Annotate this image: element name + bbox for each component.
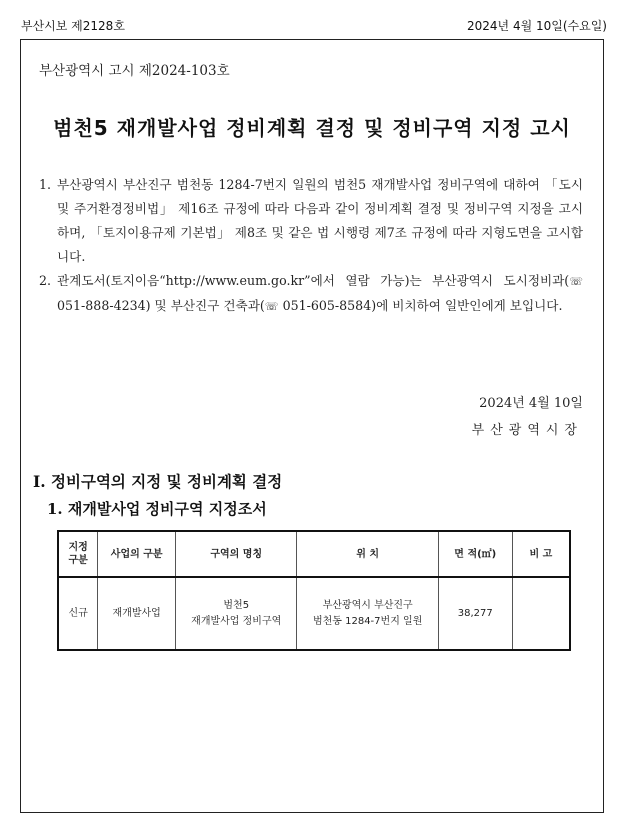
col-header-location: 위 치 xyxy=(297,531,438,577)
cell-location xyxy=(297,577,438,650)
telephone-icon: ☏ xyxy=(264,300,279,313)
item-number: 2. xyxy=(39,273,52,288)
notice-number: 부산광역시 고시 제2024-103호 xyxy=(39,63,230,79)
telephone-icon: ☏ xyxy=(569,275,583,288)
item-text: 부산광역시 부산진구 범천동 1284-7번지 일원의 범천5 재개발사업 정비구역에 대하여 「도시 및 주거환경정비법」 제16조 규정에 따라 다음과 같이 정비계획 결정 및 정비구역 지정을 고시하며, 「토지이용규제 기본법」 제8조 및 같은 법 시행령 제7조 규정에 따라 지형도면을 고시합니다. xyxy=(57,177,583,264)
notice-signer: 부산광역시장 xyxy=(471,423,583,438)
publication-issue: 부산시보 제2128호 xyxy=(21,19,125,33)
item-text-part: 051-888-4234) 및 부산진구 건축과( xyxy=(57,298,265,313)
col-header-remarks: 비 고 xyxy=(512,531,570,577)
notice-date: 2024년 4월 10일 xyxy=(479,396,583,411)
item-number: 1. xyxy=(39,177,52,192)
notice-title: 범천5 재개발사업 정비계획 결정 및 정비구역 지정 고시 xyxy=(53,116,571,140)
table-header-row xyxy=(58,531,570,577)
col-header-category xyxy=(58,531,98,577)
header-text: 지정 xyxy=(68,542,88,553)
notice-item-1 xyxy=(39,173,583,269)
col-header-area: 면 적(㎡) xyxy=(438,531,512,577)
col-header-project-type: 사업의 구분 xyxy=(98,531,176,577)
cell-text: 범천5 xyxy=(223,599,250,611)
subsection-heading: 1. 재개발사업 정비구역 지정조서 xyxy=(47,500,267,518)
cell-zone-name xyxy=(176,577,297,650)
notice-frame xyxy=(20,39,604,813)
publication-date: 2024년 4월 10일(수요일) xyxy=(467,19,607,33)
cell-category: 신규 xyxy=(58,577,98,650)
header-text: 구분 xyxy=(68,555,88,566)
table-row xyxy=(58,577,570,650)
section-heading: I. 정비구역의 지정 및 정비계획 결정 xyxy=(33,472,283,491)
cell-project-type: 재개발사업 xyxy=(98,577,176,650)
item-text-part: 관계도서(토지이음“http://www.eum.go.kr”에서 열람 가능)는 부산광역시 도시정비과( xyxy=(57,273,570,288)
notice-item-2 xyxy=(39,269,583,319)
designation-table xyxy=(57,530,571,651)
cell-area: 38,277 xyxy=(438,577,512,650)
cell-remarks xyxy=(512,577,570,650)
item-text-part: 051-605-8584)에 비치하여 일반인에게 보입니다. xyxy=(278,298,563,313)
item-text xyxy=(57,269,583,319)
cell-text: 재개발사업 정비구역 xyxy=(191,615,282,627)
cell-text: 범천동 1284-7번지 일원 xyxy=(312,615,423,627)
col-header-zone-name: 구역의 명칭 xyxy=(176,531,297,577)
cell-text: 부산광역시 부산진구 xyxy=(322,599,413,611)
